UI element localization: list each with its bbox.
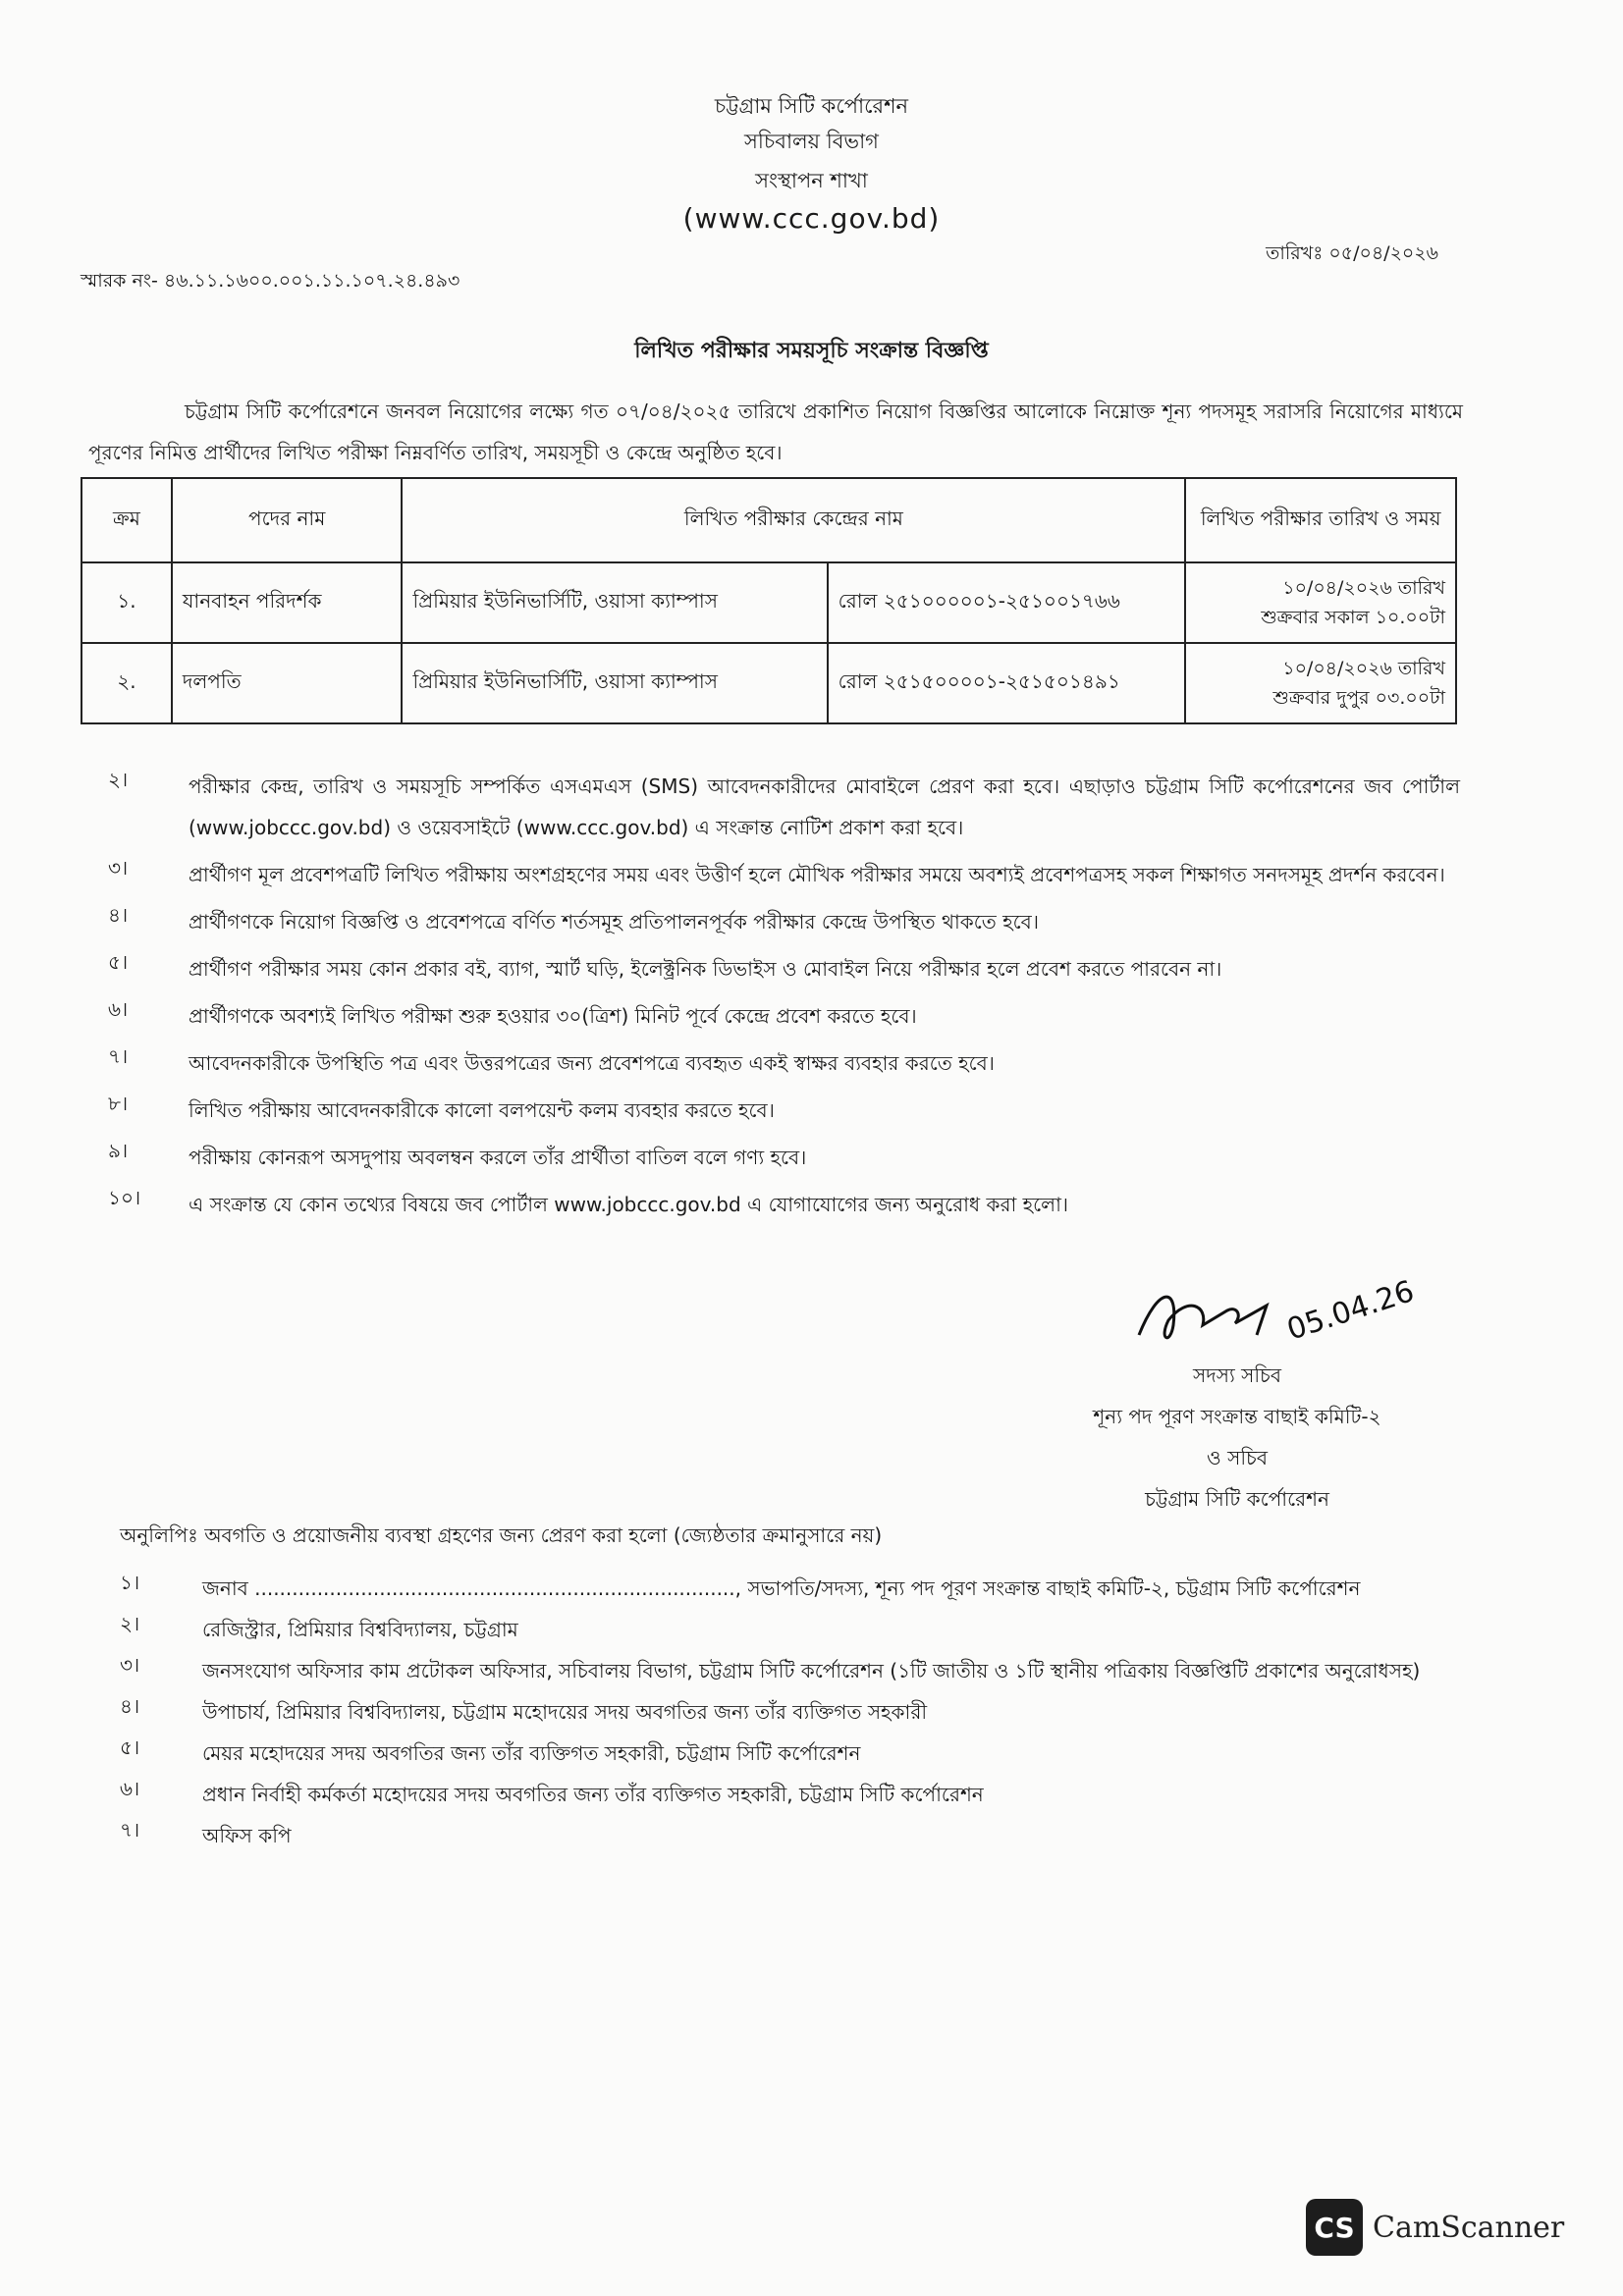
item-number: ৪।: [108, 903, 129, 927]
signature-mark: [1119, 1266, 1434, 1364]
item-text: প্রার্থীগণ পরীক্ষার সময় কোন প্রকার বই, ব্যাগ, স্মার্ট ঘড়ি, ইলেক্ট্রনিক ডিভাইস ও মোবাইল নিয়ে পরীক্ষার হলে প্রবেশ করতে পারবেন না।: [189, 957, 1222, 981]
item-number: ৭।: [108, 1044, 129, 1068]
item-number: ২।: [120, 1612, 140, 1635]
item-number: ৫।: [108, 950, 129, 974]
list-item: [108, 854, 1460, 895]
table-row: [81, 643, 1456, 723]
list-item: [108, 1137, 1460, 1178]
item-text: প্রার্থীগণ মূল প্রবেশপত্রটি লিখিত পরীক্ষায় অংশগ্রহণের সময় এবং উত্তীর্ণ হলে মৌখিক পরীক্ষার সময়ে অবশ্যই প্রবেশপত্রসহ সকল শিক্ষাগত সনদসমূহ প্রদর্শন করবেন।: [189, 863, 1445, 886]
org-name: চট্টগ্রাম সিটি কর্পোরেশন: [714, 94, 909, 118]
item-number: ৩।: [120, 1653, 140, 1677]
camscanner-watermark: [1306, 2199, 1564, 2256]
cell-time: শুক্রবার সকাল ১০.০০টা: [1261, 607, 1445, 628]
list-item: [120, 1734, 1479, 1773]
cell-date: ১০/০৪/২০২৬ তারিখ: [1282, 577, 1445, 599]
item-number: ৭।: [120, 1818, 140, 1842]
item-number: ৯।: [108, 1139, 129, 1162]
list-item: [108, 995, 1460, 1037]
list-item: [108, 901, 1460, 942]
item-number: ৪।: [120, 1694, 140, 1718]
header-center: লিখিত পরীক্ষার কেন্দ্রের নাম: [402, 478, 1185, 562]
item-number: ২।: [108, 768, 129, 791]
item-number: ৬।: [120, 1777, 140, 1800]
item-text: পরীক্ষায় কোনরূপ অসদুপায় অবলম্বন করলে তাঁর প্রার্থীতা বাতিল বলে গণ্য হবে।: [189, 1146, 807, 1169]
item-number: ১।: [120, 1571, 140, 1594]
cell-post: দলপতি: [172, 643, 403, 723]
instruction-list: [108, 766, 1460, 1231]
cell-post: যানবাহন পরিদর্শক: [172, 562, 403, 643]
item-text: মেয়র মহোদয়ের সদয় অবগতির জন্য তাঁর ব্যক্তিগত সহকারী, চট্টগ্রাম সিটি কর্পোরেশন: [202, 1741, 861, 1765]
cell-roll: রোল ২৫১৫০০০০১-২৫১৫০১৪৯১: [828, 643, 1186, 723]
item-text: লিখিত পরীক্ষায় আবেদনকারীকে কালো বলপয়েন্ট কলম ব্যবহার করতে হবে।: [189, 1098, 775, 1122]
cc-list: [120, 1569, 1479, 1857]
list-item: [108, 1184, 1460, 1225]
signer-org: চট্টগ্রাম সিটি কর্পোরেশন: [1145, 1487, 1329, 1511]
intro-paragraph: চট্টগ্রাম সিটি কর্পোরেশনে জনবল নিয়োগের লক্ষ্যে গত ০৭/০৪/২০২৫ তারিখে প্রকাশিত নিয়োগ বিজ্ঞপ্তির আলোকে নিম্নোক্ত শূন্য পদসমূহ সরাসরি নিয়োগের মাধ্যমে পূরণের নিমিত্ত প্রার্থীদের লিখিত পরীক্ষা নিম্নবর্ণিত তারিখ, সময়সূচী ও কেন্দ্রে অনুষ্ঠিত হবে।: [88, 400, 1463, 464]
table-row: [81, 562, 1456, 643]
item-number: ১০।: [108, 1186, 141, 1209]
cell-time: শুক্রবার দুপুর ০৩.০০টা: [1272, 687, 1445, 709]
notice-date: তারিখঃ ০৫/০৪/২০২৬: [1266, 242, 1438, 264]
signer-committee: শূন্য পদ পূরণ সংক্রান্ত বাছাই কমিটি-২: [1093, 1405, 1381, 1428]
cell-serial: ২.: [81, 643, 172, 723]
item-text: জনসংযোগ অফিসার কাম প্রটোকল অফিসার, সচিবালয় বিভাগ, চট্টগ্রাম সিটি কর্পোরেশন (১টি জাতীয় ও ১টি স্থানীয় পত্রিকায় বিজ্ঞপ্তিটি প্রকাশের অনুরোধসহ): [202, 1659, 1421, 1682]
header-date-time: লিখিত পরীক্ষার তারিখ ও সময়: [1185, 478, 1456, 562]
item-text: উপাচার্য, প্রিমিয়ার বিশ্ববিদ্যালয়, চট্টগ্রাম মহোদয়ের সদয় অবগতির জন্য তাঁর ব্যক্তিগত সহকারী: [202, 1700, 928, 1724]
camscanner-text: CamScanner: [1373, 2210, 1565, 2245]
item-number: ৬।: [108, 997, 129, 1021]
cell-date: ১০/০৪/২০২৬ তারিখ: [1282, 658, 1445, 679]
item-text: রেজিস্ট্রার, প্রিমিয়ার বিশ্ববিদ্যালয়, চট্টগ্রাম: [202, 1618, 518, 1641]
cell-center: প্রিমিয়ার ইউনিভার্সিটি, ওয়াসা ক্যাম্পাস: [402, 562, 827, 643]
list-item: [108, 948, 1460, 989]
table-header-row: [81, 478, 1456, 562]
signer-designation: সদস্য সচিব: [1193, 1363, 1281, 1387]
list-item: [120, 1775, 1479, 1814]
header-post: পদের নাম: [172, 478, 403, 562]
list-item: [108, 1042, 1460, 1084]
memo-number: স্মারক নং- ৪৬.১১.১৬০০.০০১.১১.১০৭.২৪.৪৯৩: [81, 270, 460, 292]
item-number: ৩।: [108, 856, 129, 880]
item-text: পরীক্ষার কেন্দ্র, তারিখ ও সময়সূচি সম্পর্কিত এসএমএস (SMS) আবেদনকারীদের মোবাইলে প্রেরণ করা হবে। এছাড়াও চট্টগ্রাম সিটি কর্পোরেশনের জব পোর্টাল (www.jobccc.gov.bd) ও ওয়েবসাইটে (www.ccc.gov.bd) এ সংক্রান্ত নোটিশ প্রকাশ করা হবে।: [189, 774, 1460, 839]
item-text: অফিস কপি: [202, 1824, 292, 1847]
cell-date-time: [1185, 643, 1456, 723]
item-text: প্রার্থীগণকে নিয়োগ বিজ্ঞপ্তি ও প্রবেশপত্রে বর্ণিত শর্তসমূহ প্রতিপালনপূর্বক পরীক্ষার কেন্দ্রে উপস্থিত থাকতে হবে।: [189, 910, 1039, 934]
cell-roll: রোল ২৫১০০০০০১-২৫১০০১৭৬৬: [828, 562, 1186, 643]
signature-date: 05.04.26: [1282, 1274, 1419, 1348]
list-item: [120, 1816, 1479, 1855]
item-text: প্রার্থীগণকে অবশ্যই লিখিত পরীক্ষা শুরু হওয়ার ৩০(ত্রিশ) মিনিট পূর্বে কেন্দ্রে প্রবেশ করতে হবে।: [189, 1004, 917, 1028]
website: (www.ccc.gov.bd): [682, 202, 941, 235]
item-text: জনাব ............................................................................., সভাপতি/সদস্য, শূন্য পদ পূরণ সংক্রান্ত বাছাই কমিটি-২, চট্টগ্রাম সিটি কর্পোরেশন: [202, 1576, 1361, 1600]
list-item: [120, 1692, 1479, 1732]
department-name: সচিবালয় বিভাগ: [744, 130, 879, 153]
section-name: সংস্থাপন শাখা: [755, 169, 868, 192]
cell-center: প্রিমিয়ার ইউনিভার্সিটি, ওয়াসা ক্যাম্পাস: [402, 643, 827, 723]
signer-and: ও সচিব: [1207, 1446, 1268, 1469]
item-text: আবেদনকারীকে উপস্থিতি পত্র এবং উত্তরপত্রের জন্য প্রবেশপত্রে ব্যবহৃত একই স্বাক্ষর ব্যবহার করতে হবে।: [189, 1051, 995, 1075]
signature-text: [1021, 1355, 1453, 1520]
header-serial: ক্রম: [81, 478, 172, 562]
item-number: ৫।: [120, 1735, 140, 1759]
item-text: প্রধান নির্বাহী কর্মকর্তা মহোদয়ের সদয় অবগতির জন্য তাঁর ব্যক্তিগত সহকারী, চট্টগ্রাম সিটি কর্পোরেশন: [202, 1783, 984, 1806]
exam-schedule-table: [81, 477, 1457, 724]
item-number: ৮।: [108, 1092, 129, 1115]
notice-subject: লিখিত পরীক্ষার সময়সূচি সংক্রান্ত বিজ্ঞপ্তি: [634, 339, 989, 363]
list-item: [120, 1569, 1479, 1608]
cell-date-time: [1185, 562, 1456, 643]
list-item: [108, 766, 1460, 848]
list-item: [120, 1610, 1479, 1649]
camscanner-icon: CS: [1306, 2199, 1363, 2256]
list-item: [120, 1651, 1479, 1690]
cc-title: অনুলিপিঃ অবগতি ও প্রয়োজনীয় ব্যবস্থা গ্রহণের জন্য প্রেরণ করা হলো (জ্যেষ্ঠতার ক্রমানুসারে নয়): [120, 1523, 883, 1547]
cell-serial: ১.: [81, 562, 172, 643]
item-text: এ সংক্রান্ত যে কোন তথ্যের বিষয়ে জব পোর্টাল www.jobccc.gov.bd এ যোগাযোগের জন্য অনুরোধ করা হলো।: [189, 1193, 1069, 1216]
list-item: [108, 1090, 1460, 1131]
